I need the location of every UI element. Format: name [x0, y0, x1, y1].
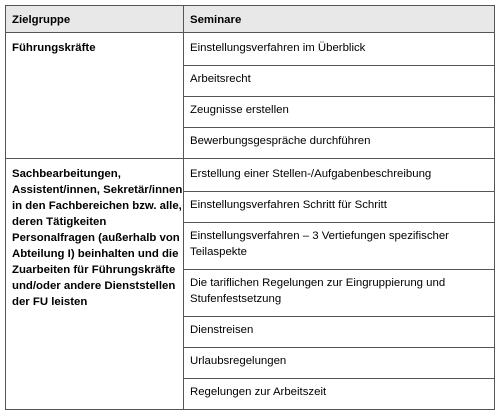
target-group-line: Assistent/innen, Sekretär/innen [12, 184, 183, 196]
target-group-line: in den Fachbereichen bzw. alle, [12, 200, 182, 212]
header-seminars: Seminare [184, 6, 495, 33]
seminar-cell [184, 97, 495, 128]
seminar-cell [184, 192, 495, 223]
seminar-cell [184, 270, 495, 317]
header-row [6, 6, 495, 33]
seminar-title: Urlaubsregelungen [190, 355, 287, 367]
seminar-cell [184, 128, 495, 159]
seminar-title: Arbeitsrecht [190, 73, 251, 85]
target-group-cell [6, 159, 184, 410]
target-group-line: Abteilung I) beinhalten und die [12, 248, 179, 260]
seminar-cell [184, 348, 495, 379]
seminar-title: Einstellungsverfahren Schritt für Schritt [190, 199, 387, 211]
seminar-table [5, 5, 495, 410]
target-group-cell [6, 33, 184, 159]
seminar-title: Teilaspekte [190, 246, 247, 258]
seminar-cell [184, 66, 495, 97]
target-group-line: und/oder andere Dienststellen [12, 280, 176, 292]
seminar-cell [184, 159, 495, 192]
seminar-title: Einstellungsverfahren – 3 Vertiefungen spezifischer [190, 230, 449, 242]
seminar-cell [184, 379, 495, 410]
seminar-title: Zeugnisse erstellen [190, 104, 289, 116]
seminar-title: Einstellungsverfahren im Überblick [190, 42, 366, 54]
seminar-cell [184, 223, 495, 270]
target-group-line: deren Tätigkeiten [12, 216, 107, 228]
header-target-group: Zielgruppe [6, 6, 184, 33]
seminar-title: Erstellung einer Stellen-/Aufgabenbeschreibung [190, 168, 432, 180]
target-group-line: Zuarbeiten für Führungskräfte [12, 264, 176, 276]
target-group-line: Personalfragen (außerhalb von [12, 232, 180, 244]
target-group-line: Sachbearbeitungen, [12, 168, 121, 180]
seminar-title: Stufenfestsetzung [190, 293, 282, 305]
seminar-title: Die tariflichen Regelungen zur Eingruppierung und [190, 277, 446, 289]
seminar-cell [184, 33, 495, 66]
seminar-cell [184, 317, 495, 348]
seminar-title: Bewerbungsgespräche durchführen [190, 135, 371, 147]
table-row [6, 33, 495, 66]
target-group-line: der FU leisten [12, 296, 88, 308]
seminar-title: Dienstreisen [190, 324, 254, 336]
target-group-line: Führungskräfte [12, 42, 96, 54]
table-row [6, 159, 495, 192]
seminar-title: Regelungen zur Arbeitszeit [190, 386, 327, 398]
